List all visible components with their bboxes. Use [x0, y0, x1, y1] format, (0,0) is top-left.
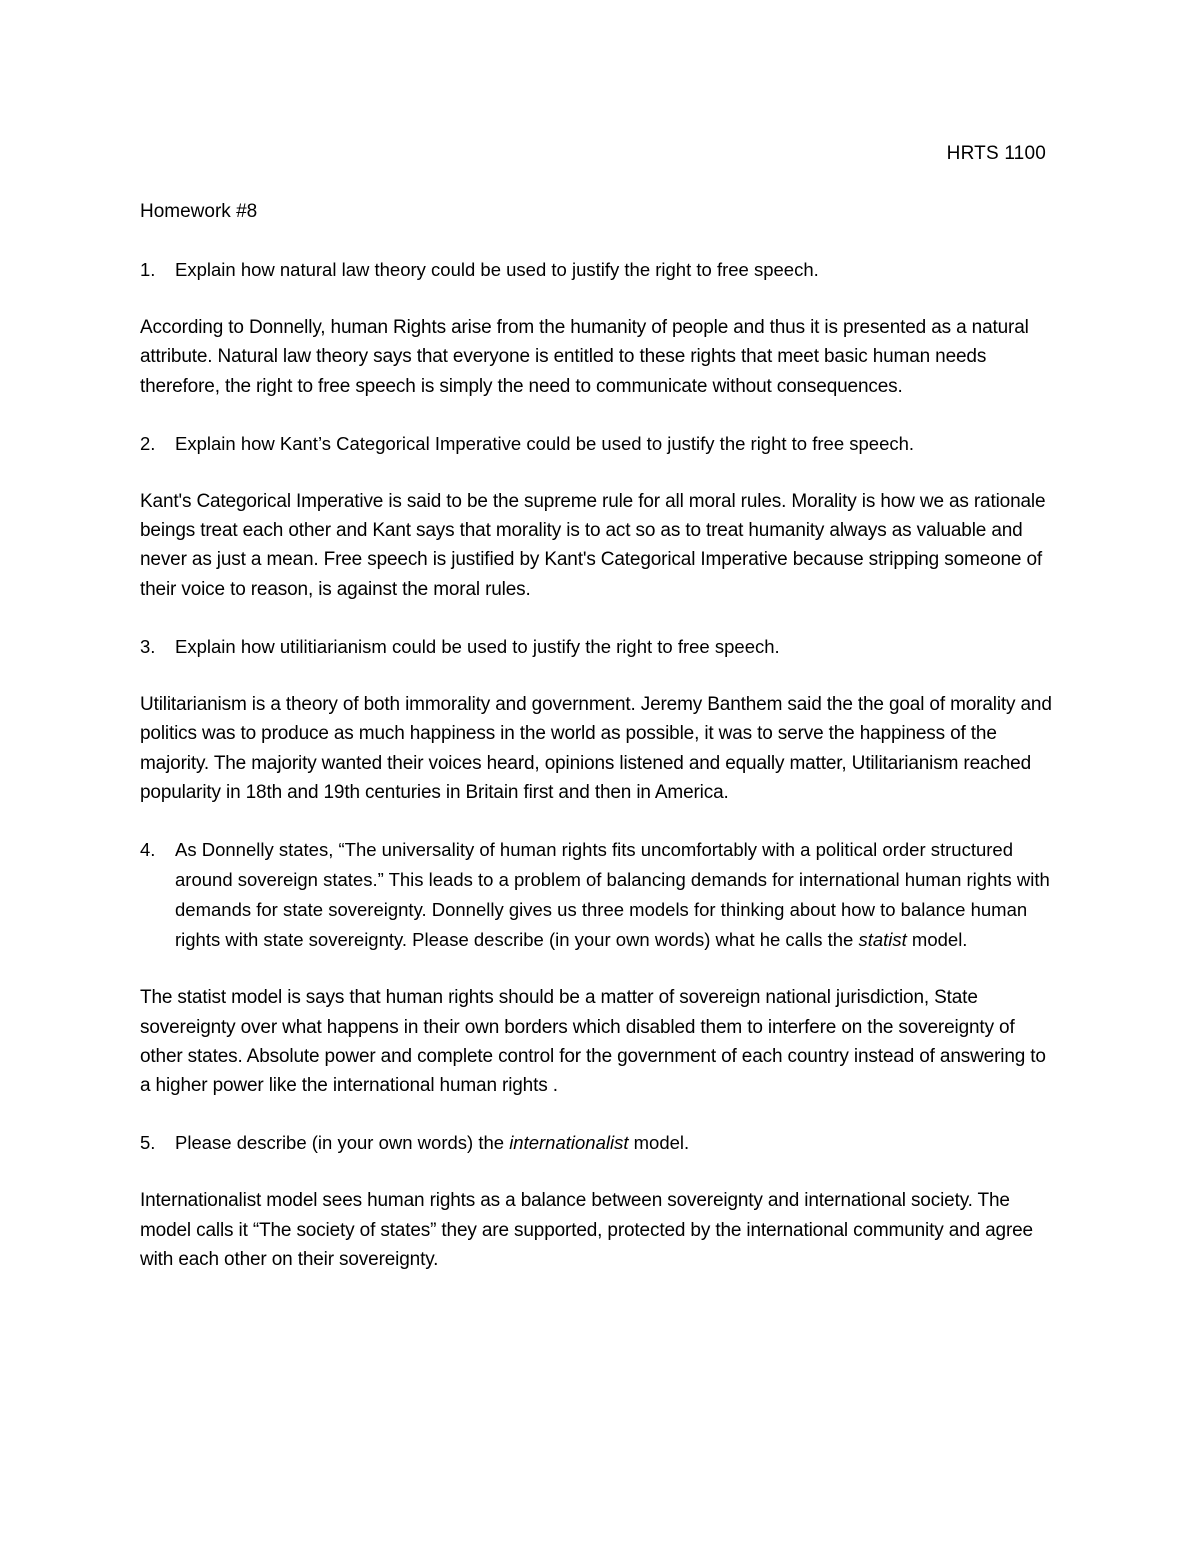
question-text — [175, 835, 1060, 955]
answer-1: According to Donnelly, human Rights arise from the humanity of people and thus it is presented as a natural attribute. Natural law theory says that everyone is entitled to these rights that meet basic human needs therefore, the right to free speech is simply the need to communicate without consequences. — [140, 317, 1029, 397]
question-number: 4. — [140, 839, 156, 861]
document-body — [140, 255, 1060, 1274]
question-number: 1. — [140, 259, 156, 280]
question-number: 3. — [140, 636, 156, 658]
question-text: Explain how natural law theory could be used to justify the right to free speech. — [175, 259, 819, 280]
question-number: 5. — [140, 1132, 156, 1154]
question-3 — [140, 632, 1060, 662]
question-text-part: Please describe (in your own words) the — [175, 1132, 510, 1154]
answer-3: Utilitarianism is a theory of both immorality and government. Jeremy Banthem said the the goal of morality and politics was to produce as much happiness in the world as possible, it was to serve the happiness of the majority. The majority wanted their voices heard, opinions listened and equally matter, Utilitarianism reached popularity in 18th and 19th centuries in Britain first and then in America. — [140, 694, 1052, 803]
answer-2: Kant's Categorical Imperative is said to be the supreme rule for all moral rules. Morality is how we as rationale beings treat each other and Kant says that morality is to act so as to treat humanity always as valuable and never as just a mean. Free speech is justified by Kant's Categorical Imperative because stripping someone of their voice to reason, is against the moral rules. — [140, 490, 1046, 600]
question-emphasis: internationalist — [509, 1132, 629, 1154]
question-number: 2. — [140, 432, 156, 454]
question-emphasis: statist — [858, 929, 907, 951]
question-text-part: model. — [906, 929, 968, 951]
question-1 — [140, 255, 1060, 285]
question-text-part: As Donnelly states, “The universality of human rights fits uncomfortably with a political order structured around sovereign states.” This leads to a problem of balancing demands for international human rights with demands for state sovereignty. Donnelly gives us three models for thinking about how to balance human rights with state sovereignty. Please describe (in your own words) what he calls the — [175, 839, 1050, 951]
question-5 — [140, 1128, 1060, 1158]
homework-title: Homework #8 — [140, 201, 258, 222]
question-2 — [140, 429, 1060, 459]
question-text-part: model. — [628, 1132, 690, 1154]
question-text: Explain how Kant’s Categorical Imperative could be used to justify the right to free speech. — [175, 432, 915, 454]
question-4 — [140, 835, 1060, 955]
answer-4: The statist model is says that human rights should be a matter of sovereign national jurisdiction, State sovereignty over what happens in their own borders which disabled them to interfere on the sovereignty of other states. Absolute power and complete control for the government of each country instead of answering to a higher power like the international human rights . — [140, 987, 1046, 1097]
course-code: HRTS 1100 — [946, 143, 1046, 164]
answer-5: Internationalist model sees human rights as a balance between sovereignty and international society. The model calls it “The society of states” they are supported, protected by the international community and agree with each other on their sovereignty. — [140, 1190, 1033, 1271]
question-text — [175, 1128, 1060, 1158]
question-text: Explain how utilitiarianism could be used to justify the right to free speech. — [175, 636, 780, 658]
